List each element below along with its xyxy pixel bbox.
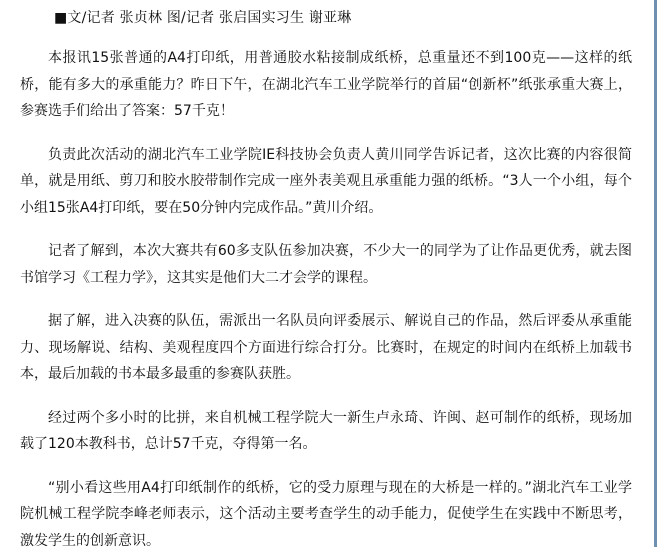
paragraph-1: 本报讯15张普通的A4打印纸，用普通胶水粘接制成纸桥，总重量还不到100克——这样的纸桥，能有多大的承重能力？昨日下午，在湖北汽车工业学院举行的首届“创新杯”纸张承重大赛上，参赛选手们给出了答案：57千克！ bbox=[20, 45, 632, 125]
paragraph-5: 经过两个多小时的比拼，来自机械工程学院大一新生卢永琦、许闽、赵可制作的纸桥，现场加载了120本教科书，总计57千克，夺得第一名。 bbox=[20, 405, 632, 458]
paragraph-4: 据了解，进入决赛的队伍，需派出一名队员向评委展示、解说自己的作品，然后评委从承重能力、现场解说、结构、美观程度四个方面进行综合打分。比赛时，在规定的时间内在纸桥上加载书本，最后加载的书本最多最重的参赛队获胜。 bbox=[20, 308, 632, 388]
article-byline: ■文/记者 张贞林 图/记者 张启国实习生 谢亚琳 bbox=[54, 6, 632, 30]
news-article bbox=[20, 6, 632, 554]
paragraph-3: 记者了解到，本次大赛共有60多支队伍参加决赛，不少大一的同学为了让作品更优秀，就去图书馆学习《工程力学》，这其实是他们大二才会学的课程。 bbox=[20, 238, 632, 291]
paragraph-2: 负责此次活动的湖北汽车工业学院IE科技协会负责人黄川同学告诉记者，这次比赛的内容很简单，就是用纸、剪刀和胶水胶带制作完成一座外表美观且承重能力强的纸桥。“3人一个小组，每个小组15张A4打印纸，要在50分钟内完成作品。”黄川介绍。 bbox=[20, 142, 632, 222]
paragraph-6: “别小看这些用A4打印纸制作的纸桥，它的受力原理与现在的大桥是一样的。”湖北汽车工业学院机械工程学院李峰老师表示，这个活动主要考查学生的动手能力，促使学生在实践中不断思考，激发学生的创新意识。 bbox=[20, 475, 632, 554]
